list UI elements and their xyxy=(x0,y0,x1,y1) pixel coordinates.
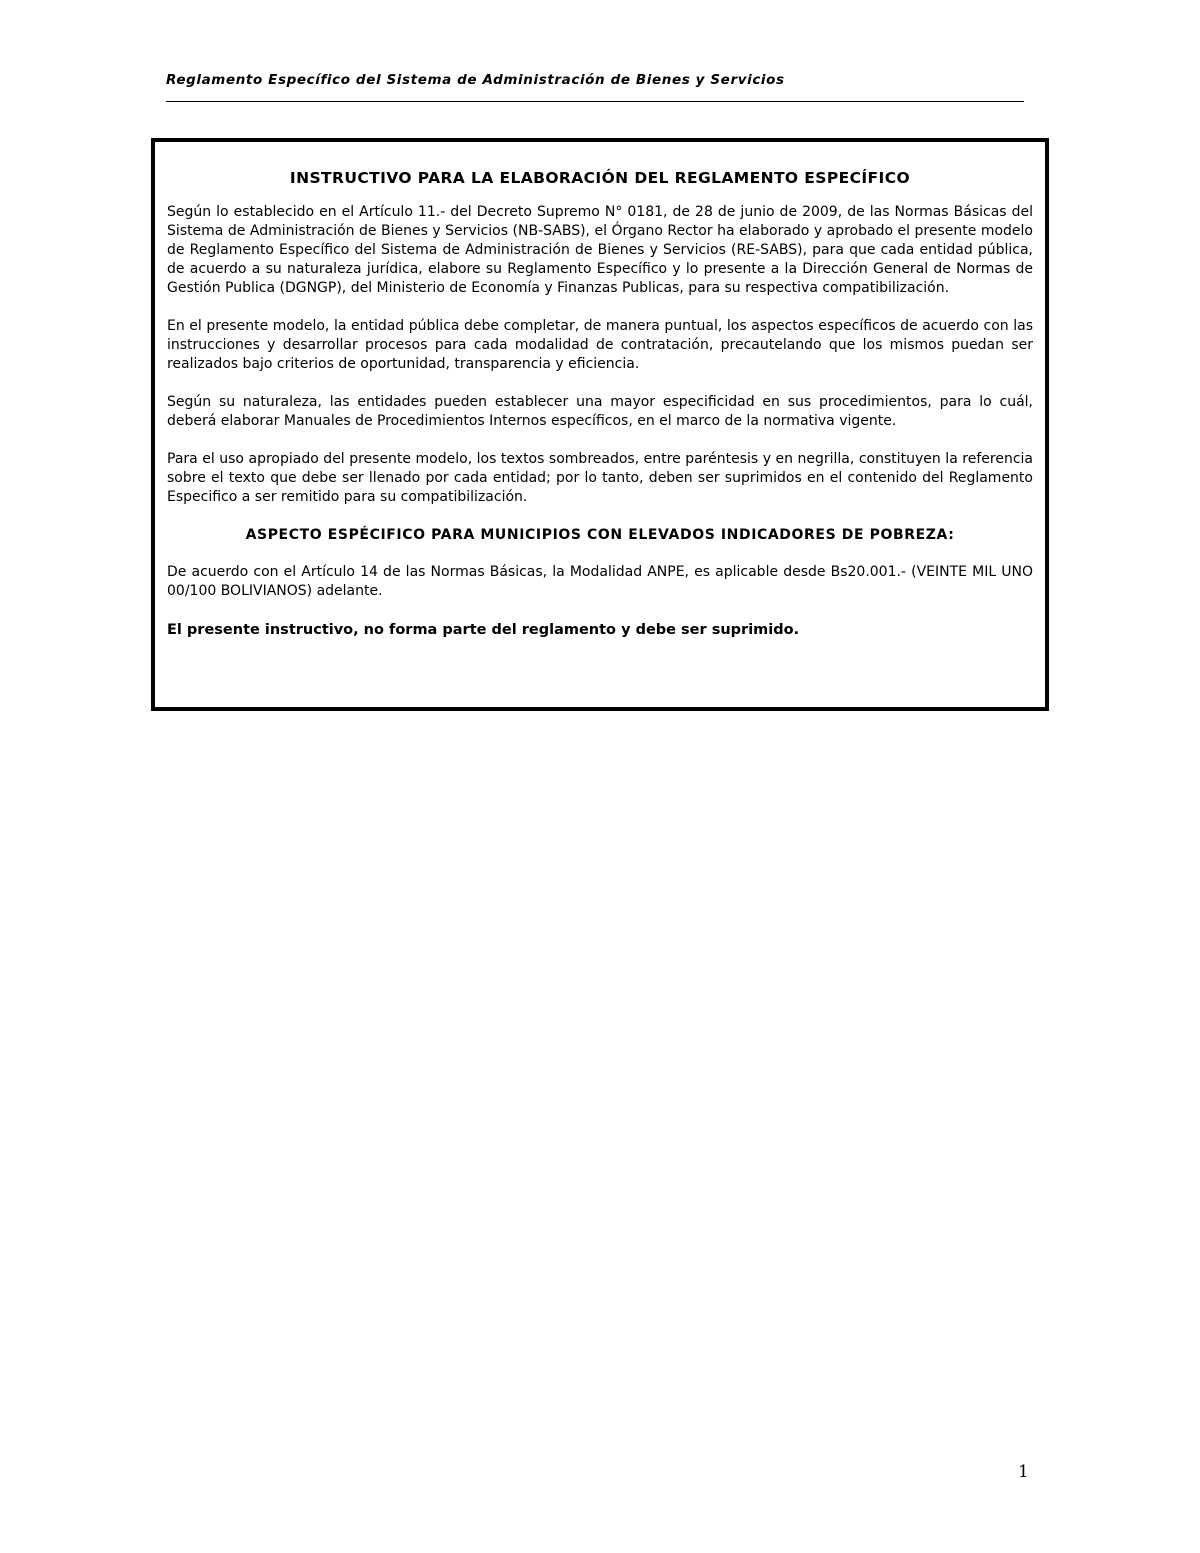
page-header: Reglamento Específico del Sistema de Administración de Bienes y Servicios xyxy=(166,72,785,88)
instructivo-title: INSTRUCTIVO PARA LA ELABORACIÓN DEL REGLAMENTO ESPECÍFICO xyxy=(289,169,911,187)
instructivo-paragraph-specificity: Según su naturaleza, las entidades pueden establecer una mayor especificidad en sus procedimientos, para lo cuál, deberá elaborar Manuales de Procedimientos Internos específicos, en el marco de la normativa vigente. xyxy=(167,394,1033,429)
instructivo-final-note: El presente instructivo, no forma parte del reglamento y debe ser suprimido. xyxy=(167,622,800,638)
instructivo-paragraph-legal-basis: Según lo establecido en el Artículo 11.- del Decreto Supremo N° 0181, de 28 de junio de 2009, de las Normas Básicas del Sistema de Administración de Bienes y Servicios (NB-SABS), el Órgano Rector ha elaborado y aprobado el presente modelo de Reglamento Específico del Sistema de Administración de Bienes y Servicios (RE-SABS), para que cada entidad pública, de acuerdo a su naturaleza jurídica, elabore su Reglamento Específico y lo presente a la Dirección General de Normas de Gestión Publica (DGNGP), del Ministerio de Economía y Finanzas Publicas, para su respectiva compatibilización. xyxy=(167,204,1033,296)
instructivo-paragraph-usage: Para el uso apropiado del presente modelo, los textos sombreados, entre paréntesis y en negrilla, constituyen la referencia sobre el texto que debe ser llenado por cada entidad; por lo tanto, deben ser suprimidos en el contenido del Reglamento Especifico a ser remitido para su compatibilización. xyxy=(167,451,1033,505)
instructivo-content xyxy=(167,167,1033,640)
instructivo-paragraph-anpe: De acuerdo con el Artículo 14 de las Normas Básicas, la Modalidad ANPE, es aplicable desde Bs20.001.- (VEINTE MIL UNO 00/100 BOLIVIANOS) adelante. xyxy=(167,564,1033,599)
header-rule xyxy=(166,101,1024,102)
instructivo-paragraph-model: En el presente modelo, la entidad pública debe completar, de manera puntual, los aspectos específicos de acuerdo con las instrucciones y desarrollar procesos para cada modalidad de contratación, precautelando que los mismos puedan ser realizados bajo criterios de oportunidad, transparencia y eficiencia. xyxy=(167,318,1033,372)
page-number: 1 xyxy=(1018,1462,1029,1482)
instructivo-box xyxy=(151,138,1049,711)
instructivo-subtitle: ASPECTO ESPÉCIFICO PARA MUNICIPIOS CON ELEVADOS INDICADORES DE POBREZA: xyxy=(245,527,955,543)
